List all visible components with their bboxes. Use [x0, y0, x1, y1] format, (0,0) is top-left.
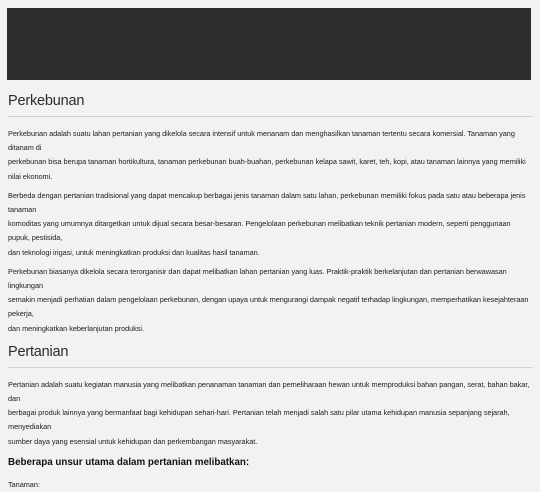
paragraph-line: Perkebunan biasanya dikelola secara terorganisir dan dapat melibatkan lahan pertanian yang luas. Praktik-praktik berkelanjutan dan pertanian berwawasan lingkungan: [8, 266, 507, 291]
paragraph-line: berbagai produk lainnya yang bermanfaat bagi kehidupan sehari-hari. Pertanian telah menjadi salah satu pilar utama kehidupan manusia sepanjang sejarah, menyediakan: [8, 408, 510, 432]
paragraph: [8, 189, 533, 260]
paragraph-line: komoditas yang umumnya ditargetkan untuk dijual secara besar-besaran. Pengelolaan perkebunan melibatkan teknik pertanian modern, seperti penggunaan pupuk, pestisida,: [8, 219, 511, 243]
article-content: [8, 93, 533, 492]
section-title-perkebunan: Perkebunan: [8, 93, 85, 109]
paragraph-line: dan teknologi irigasi, untuk meningkatkan produksi dan kualitas hasil tanaman.: [8, 247, 260, 257]
list-item-label: Tanaman:: [8, 479, 40, 489]
section-title-pertanian: Pertanian: [8, 343, 69, 360]
paragraph-line: sumber daya yang esensial untuk kehidupan dan perkembangan masyarakat.: [8, 436, 258, 446]
paragraph: [8, 378, 533, 449]
paragraph-line: dan meningkatkan keberlanjutan produksi.: [8, 323, 144, 333]
section-divider: [8, 116, 533, 117]
subheading: Beberapa unsur utama dalam pertanian melibatkan:: [8, 456, 250, 468]
paragraph: [8, 127, 533, 184]
paragraph-line: semakin menjadi perhatian dalam pengelolaan perkebunan, dengan upaya untuk mengurangi dampak negatif terhadap lingkungan, memperhatikan kesejahteraan pekerja,: [8, 295, 529, 319]
paragraph: [8, 265, 533, 336]
paragraph-line: Berbeda dengan pertanian tradisional yang dapat mencakup berbagai jenis tanaman dalam satu lahan, perkebunan memiliki fokus pada satu atau beberapa jenis tanaman: [8, 190, 526, 215]
header-banner: [7, 8, 531, 80]
paragraph-line: Pertanian adalah suatu kegiatan manusia yang melibatkan penanaman tanaman dan pemeliharaan hewan untuk memproduksi bahan pangan, serat, bahan bakar, dan: [8, 379, 530, 404]
section-divider: [8, 367, 533, 368]
paragraph-line: Perkebunan adalah suatu lahan pertanian yang dikelola secara intensif untuk menanam dan menghasilkan tanaman tertentu secara komersial. Tanaman yang ditanam di: [8, 129, 515, 153]
paragraph-line: perkebunan bisa berupa tanaman hortikultura, tanaman perkebunan buah-buahan, perkebunan kelapa sawit, karet, teh, kopi, atau tanaman lainnya yang memiliki nilai ekonomi.: [8, 157, 526, 181]
